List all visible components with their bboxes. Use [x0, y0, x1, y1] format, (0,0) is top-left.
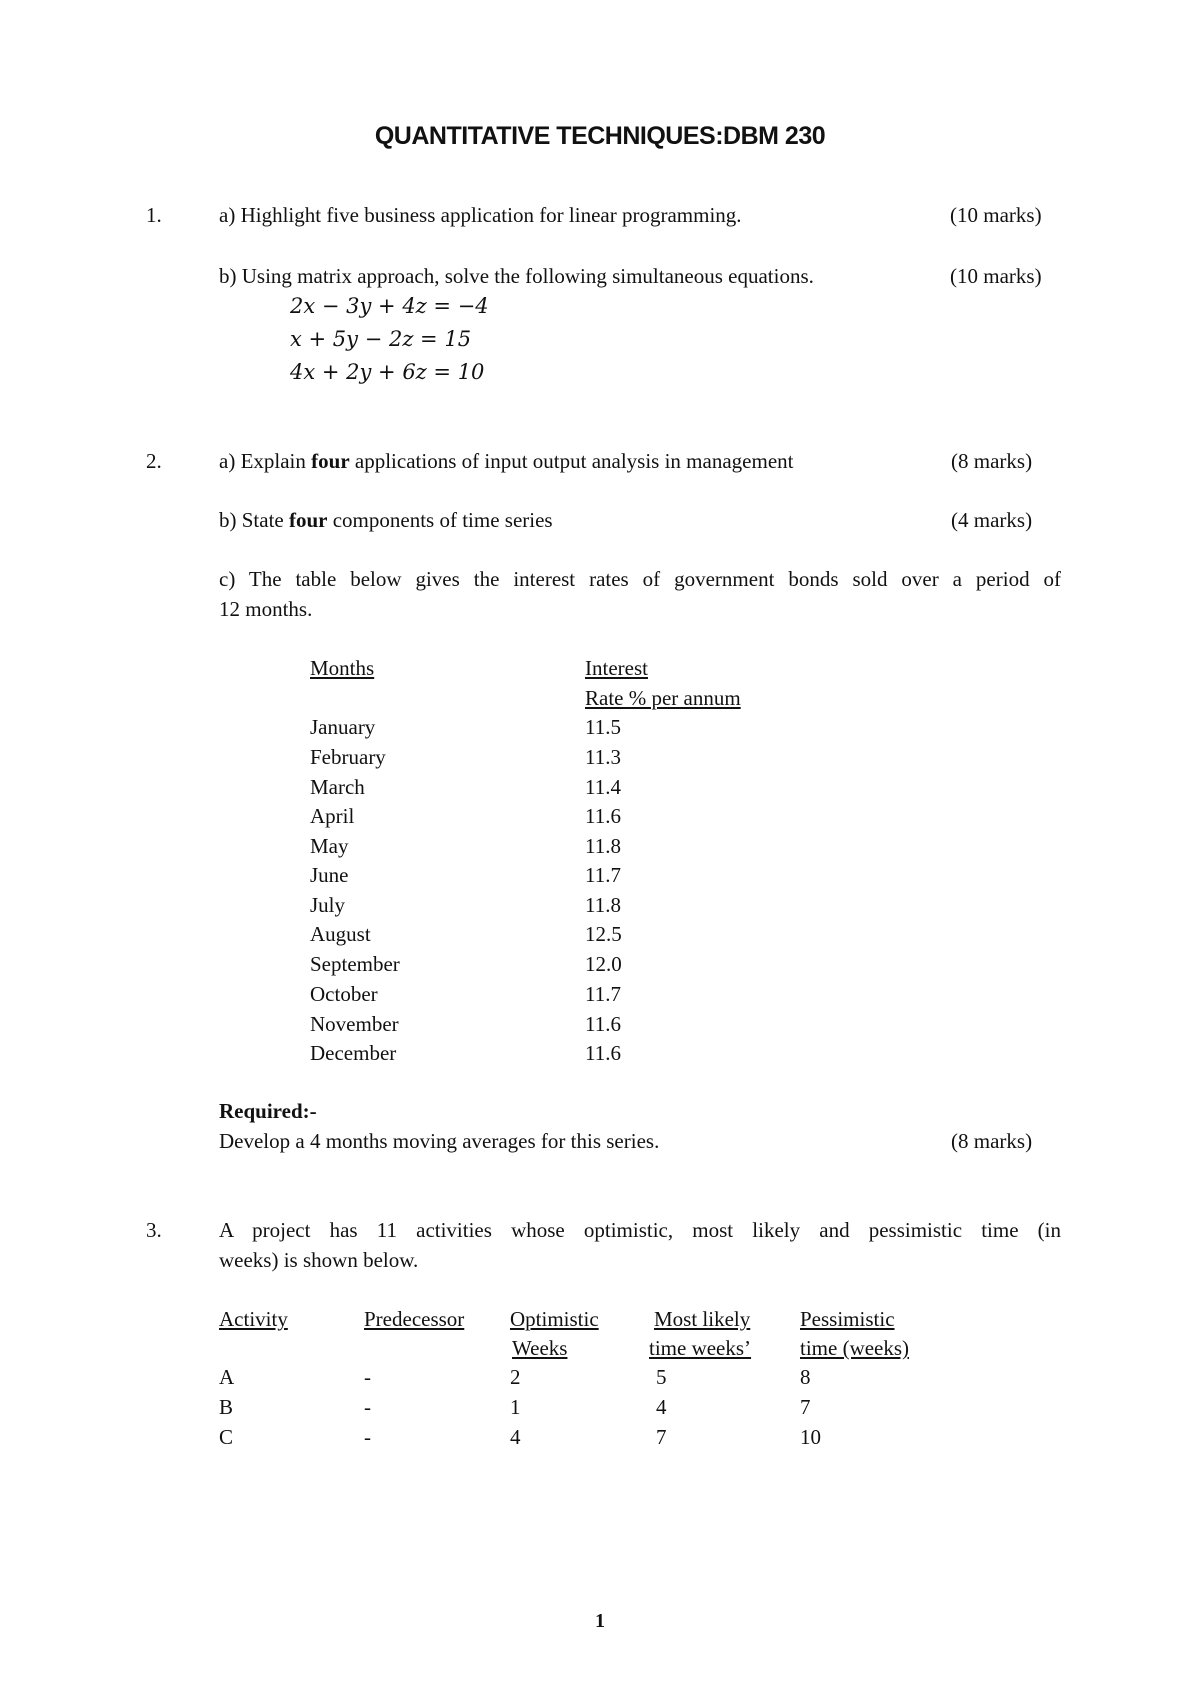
question-2c-line-1: c) The table below gives the interest rates of government bonds sold over a period of — [219, 567, 1061, 591]
predecessor-cell: - — [364, 1425, 371, 1449]
activity-cell: B — [219, 1395, 234, 1419]
most-likely-header: Most likely — [654, 1307, 751, 1331]
most-likely-cell: 7 — [656, 1425, 667, 1449]
optimistic-cell: 1 — [510, 1395, 521, 1419]
table-month: July — [310, 893, 346, 917]
pessimistic-cell: 7 — [800, 1395, 811, 1419]
question-2c-line-2: 12 months. — [219, 597, 313, 621]
table-month: June — [310, 863, 349, 887]
question-1-number: 1. — [146, 203, 162, 227]
optimistic-cell: 4 — [510, 1425, 521, 1449]
question-2-number: 2. — [146, 449, 162, 473]
table-month: October — [310, 982, 378, 1006]
table-header-interest: Interest — [585, 656, 648, 680]
question-3-line-2: weeks) is shown below. — [219, 1248, 419, 1272]
equation-1: 2x − 3y + 4z = −4 — [290, 294, 489, 318]
table-month: April — [310, 804, 355, 828]
table-month: May — [310, 834, 349, 858]
equation-3: 4x + 2y + 6z = 10 — [290, 360, 485, 384]
activity-cell: A — [219, 1365, 235, 1389]
predecessor-header: Predecessor — [364, 1307, 465, 1331]
table-rate: 11.7 — [585, 982, 621, 1006]
table-month: March — [310, 775, 365, 799]
table-month: November — [310, 1012, 399, 1036]
most-likely-header-2: time weeks’ — [649, 1336, 752, 1360]
pessimistic-cell: 8 — [800, 1365, 811, 1389]
table-month: February — [310, 745, 386, 769]
table-rate: 12.5 — [585, 922, 622, 946]
required-marks: (8 marks) — [951, 1129, 1033, 1153]
question-3-number: 3. — [146, 1218, 162, 1242]
table-month: September — [310, 952, 400, 976]
equation-2: x + 5y − 2z = 15 — [290, 327, 472, 351]
question-1b-marks: (10 marks) — [950, 264, 1042, 288]
required-text: Develop a 4 months moving averages for this series. — [219, 1129, 660, 1153]
table-header-months: Months — [310, 656, 375, 680]
table-month: December — [310, 1041, 397, 1065]
optimistic-cell: 2 — [510, 1365, 521, 1389]
page-number: 1 — [595, 1610, 605, 1632]
table-rate: 12.0 — [585, 952, 622, 976]
pessimistic-header-2: time (weeks) — [800, 1336, 910, 1360]
page-title: QUANTITATIVE TECHNIQUES:DBM 230 — [374, 122, 826, 150]
table-month: January — [310, 715, 376, 739]
predecessor-cell: - — [364, 1365, 371, 1389]
table-rate: 11.8 — [585, 893, 621, 917]
question-2a-marks: (8 marks) — [951, 449, 1033, 473]
most-likely-cell: 5 — [656, 1365, 667, 1389]
question-1b-text: b) Using matrix approach, solve the following simultaneous equations. — [219, 264, 814, 288]
table-rate: 11.6 — [585, 804, 621, 828]
pessimistic-cell: 10 — [800, 1425, 821, 1449]
question-2a-text: a) Explain four applications of input output analysis in management — [219, 449, 794, 473]
question-1a-text: a) Highlight five business application for linear programming. — [219, 203, 742, 227]
table-rate: 11.8 — [585, 834, 621, 858]
required-label: Required:- — [219, 1099, 317, 1123]
optimistic-header-2: Weeks — [512, 1336, 568, 1360]
question-1a-marks: (10 marks) — [950, 203, 1042, 227]
table-rate: 11.5 — [585, 715, 621, 739]
question-2b-text: b) State four components of time series — [219, 508, 553, 532]
most-likely-cell: 4 — [656, 1395, 667, 1419]
optimistic-header: Optimistic — [510, 1307, 599, 1331]
table-rate: 11.7 — [585, 863, 621, 887]
table-rate: 11.4 — [585, 775, 621, 799]
activity-header: Activity — [219, 1307, 288, 1331]
question-2b-marks: (4 marks) — [951, 508, 1033, 532]
table-rate: 11.6 — [585, 1012, 621, 1036]
table-rate: 11.3 — [585, 745, 621, 769]
table-header-rate: Rate % per annum — [585, 686, 741, 710]
pessimistic-header: Pessimistic — [800, 1307, 895, 1331]
question-3-line-1: A project has 11 activities whose optimistic, most likely and pessimistic time (in — [219, 1218, 1061, 1242]
table-rate: 11.6 — [585, 1041, 621, 1065]
predecessor-cell: - — [364, 1395, 371, 1419]
activity-cell: C — [219, 1425, 234, 1449]
table-month: August — [310, 922, 371, 946]
